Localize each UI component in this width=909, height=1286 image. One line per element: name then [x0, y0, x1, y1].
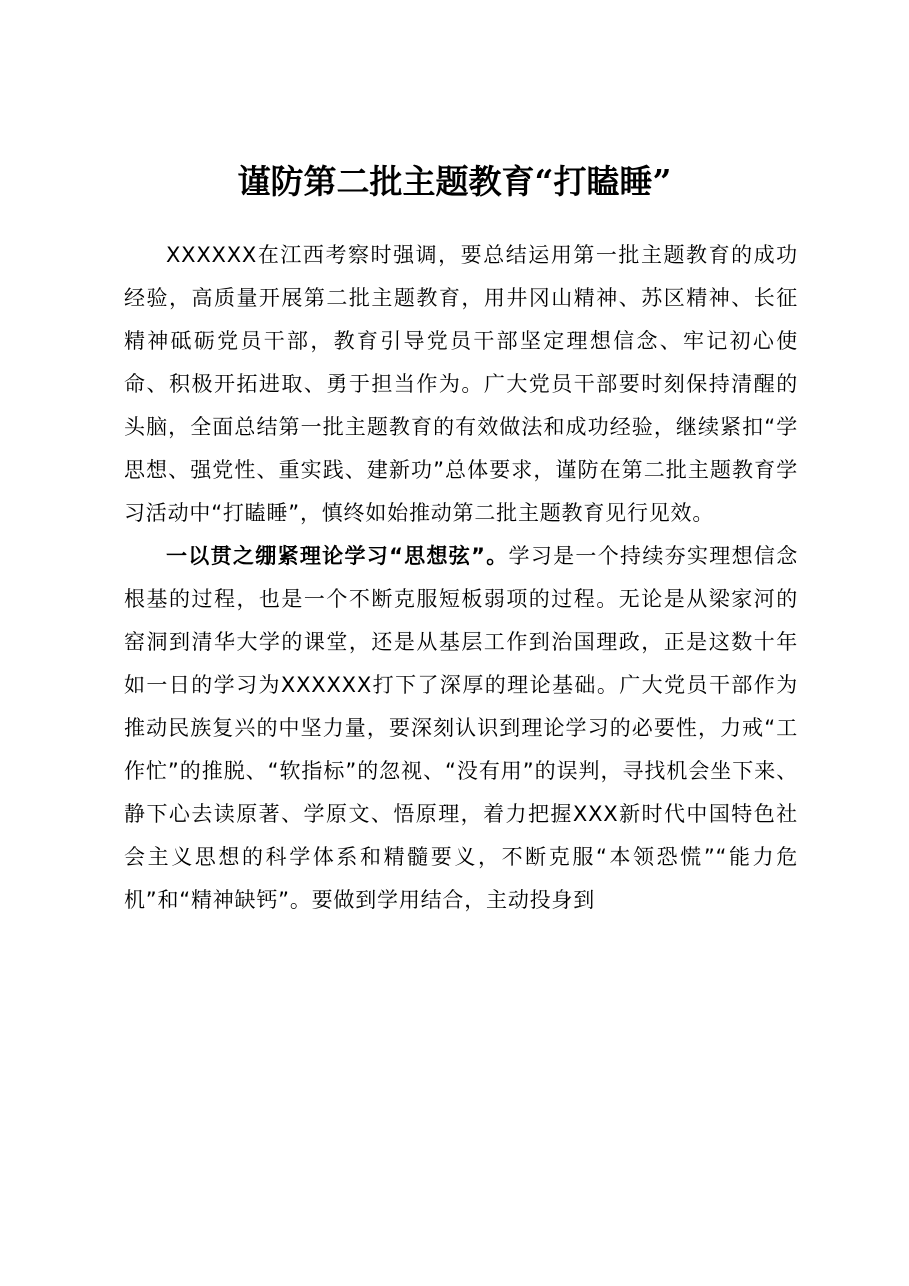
document-body: [124, 234, 798, 922]
document-title: 谨防第二批主题教育“打瞌睡”: [237, 162, 672, 201]
paragraph-text: XXXXXX在江西考察时强调，要总结运用第一批主题教育的成功经验，高质量开展第二批主题教育，用井冈山精神、苏区精神、长征精神砥砺党员干部，教育引导党员干部坚定理想信念、牢记初心使命、积极开拓进取、勇于担当作为。广大党员干部要时刻保持清醒的头脑，全面总结第一批主题教育的有效做法和成功经验，继续紧扣“学思想、强党性、重实践、建新功”总体要求，谨防在第二批主题教育学习活动中“打瞌睡”，慎终如始推动第二批主题教育见行见效。: [124, 243, 798, 525]
paragraph-lead: 一以贯之绷紧理论学习“思想弦”。: [166, 544, 509, 568]
paragraph-intro: [124, 234, 798, 535]
paragraph-theory-study: [124, 535, 798, 922]
paragraph-text: 学习是一个持续夯实理想信念根基的过程，也是一个不断克服短板弱项的过程。无论是从梁家河的窑洞到清华大学的课堂，还是从基层工作到治国理政，正是这数十年如一日的学习为XXXXXX打下了深厚的理论基础。广大党员干部作为推动民族复兴的中坚力量，要深刻认识到理论学习的必要性，力戒“工作忙”的推脱、“软指标”的忽视、“没有用”的误判，寻找机会坐下来、静下心去读原著、学原文、悟原理，着力把握XXX新时代中国特色社会主义思想的科学体系和精髓要义，不断克服“本领恐慌”“能力危机”和“精神缺钙”。要做到学用结合，主动投身到: [124, 544, 798, 912]
